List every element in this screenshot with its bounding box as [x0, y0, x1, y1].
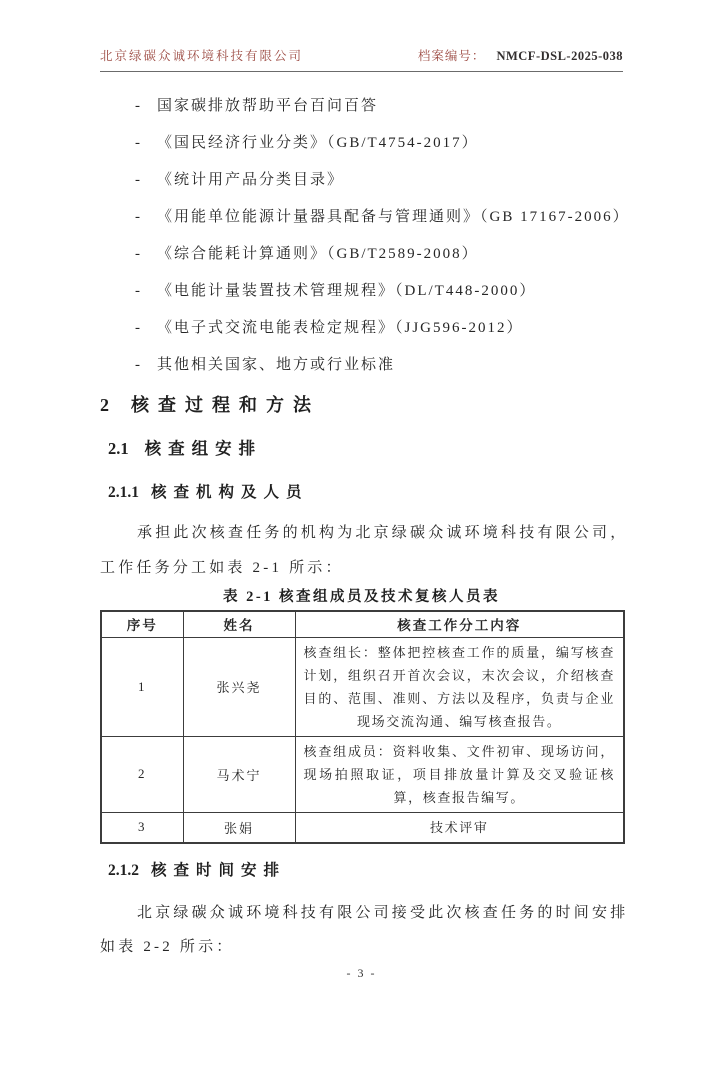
reference-list: [100, 96, 630, 376]
dash-bullet: -: [135, 135, 140, 151]
section-title: 核查机构及人员: [151, 484, 309, 501]
list-item: [135, 355, 623, 376]
paragraph-line: 如表 2-2 所示：: [100, 938, 235, 955]
cell-duty: 技术评审: [295, 812, 624, 843]
section-title: 核查过程和方法: [131, 395, 320, 415]
cell-name: 张兴尧: [183, 637, 295, 736]
list-item: [135, 96, 623, 117]
table-caption: 表 2-1 核查组成员及技术复核人员表: [222, 589, 501, 605]
paragraph-line: 承担此次核查任务的机构为北京绿碳众诚环境科技有限公司，: [137, 525, 629, 541]
list-item: [135, 281, 623, 302]
column-header-duty: 核查工作分工内容: [295, 611, 624, 637]
reference-text: 《国民经济行业分类》（GB/T4754-2017）: [157, 135, 479, 151]
list-item: [135, 318, 623, 339]
list-item: [135, 170, 623, 191]
archive-number: NMCF-DSL-2025-038: [496, 49, 623, 63]
section-title: 核查组安排: [144, 439, 263, 458]
reference-text: 国家碳排放帮助平台百问百答: [157, 98, 379, 114]
cell-name: 马术宁: [183, 736, 295, 812]
reference-text: 《用能单位能源计量器具配备与管理通则》（GB 17167-2006）: [157, 209, 630, 225]
cell-no: 3: [101, 812, 183, 843]
section-heading-2-1: [108, 438, 623, 460]
page-number: - 3 -: [346, 965, 377, 980]
page-content: [100, 46, 630, 981]
dash-bullet: -: [135, 320, 140, 336]
dash-bullet: -: [135, 98, 140, 114]
page-header: [100, 46, 623, 72]
reference-text: 《综合能耗计算通则》（GB/T2589-2008）: [157, 246, 479, 262]
reference-text: 《电能计量装置技术管理规程》（DL/T448-2000）: [157, 283, 537, 299]
section-number: 2.1.1: [108, 484, 139, 501]
dash-bullet: -: [135, 283, 140, 299]
cell-no: 1: [101, 637, 183, 736]
section-heading-2: [100, 392, 623, 418]
section-number: 2.1.2: [108, 861, 139, 879]
table-row: [101, 812, 624, 843]
archive-label: 档案编号：: [417, 49, 486, 63]
verification-team-table: [100, 610, 625, 844]
table-row: [101, 736, 624, 812]
paragraph-line: 工作任务分工如表 2-1 所示：: [100, 560, 344, 576]
reference-text: 《电子式交流电能表检定规程》（JJG596-2012）: [157, 320, 524, 336]
section-number: 2: [100, 395, 109, 415]
cell-duty: 核查组成员：资料收集、文件初审、现场访问，现场拍照取证，项目排放量计算及交叉验证核算，核查报告编写。: [295, 736, 624, 812]
column-header-name: 姓名: [183, 611, 295, 637]
list-item: [135, 244, 623, 265]
dash-bullet: -: [135, 172, 140, 188]
column-header-no: 序号: [101, 611, 183, 637]
paragraph-line: 北京绿碳众诚环境科技有限公司接受此次核查任务的时间安排: [137, 904, 629, 921]
dash-bullet: -: [135, 357, 140, 373]
paragraph-2-1-1: [100, 516, 629, 586]
document-page: [0, 46, 723, 1070]
section-heading-2-1-1: [108, 482, 623, 503]
reference-text: 《统计用产品分类目录》: [157, 172, 345, 188]
table-header-row: [101, 611, 624, 637]
archive-field: [418, 46, 623, 64]
table-row: [101, 637, 624, 736]
cell-duty: 核查组长：整体把控核查工作的质量，编写核查计划，组织召开首次会议，末次会议，介绍核查目的、范围、准则、方法以及程序，负责与企业现场交流沟通、编写核查报告。: [295, 637, 624, 736]
cell-no: 2: [101, 736, 183, 812]
list-item: [135, 207, 630, 228]
cell-name: 张娟: [183, 812, 295, 843]
company-name: 北京绿碳众诚环境科技有限公司: [100, 49, 304, 63]
section-number: 2.1: [108, 439, 129, 458]
paragraph-2-1-2: [100, 896, 629, 964]
dash-bullet: -: [135, 246, 140, 262]
reference-text: 其他相关国家、地方或行业标准: [157, 357, 396, 373]
section-title: 核查时间安排: [151, 861, 287, 879]
dash-bullet: -: [135, 209, 140, 225]
list-item: [135, 133, 623, 154]
section-heading-2-1-2: [108, 860, 623, 881]
